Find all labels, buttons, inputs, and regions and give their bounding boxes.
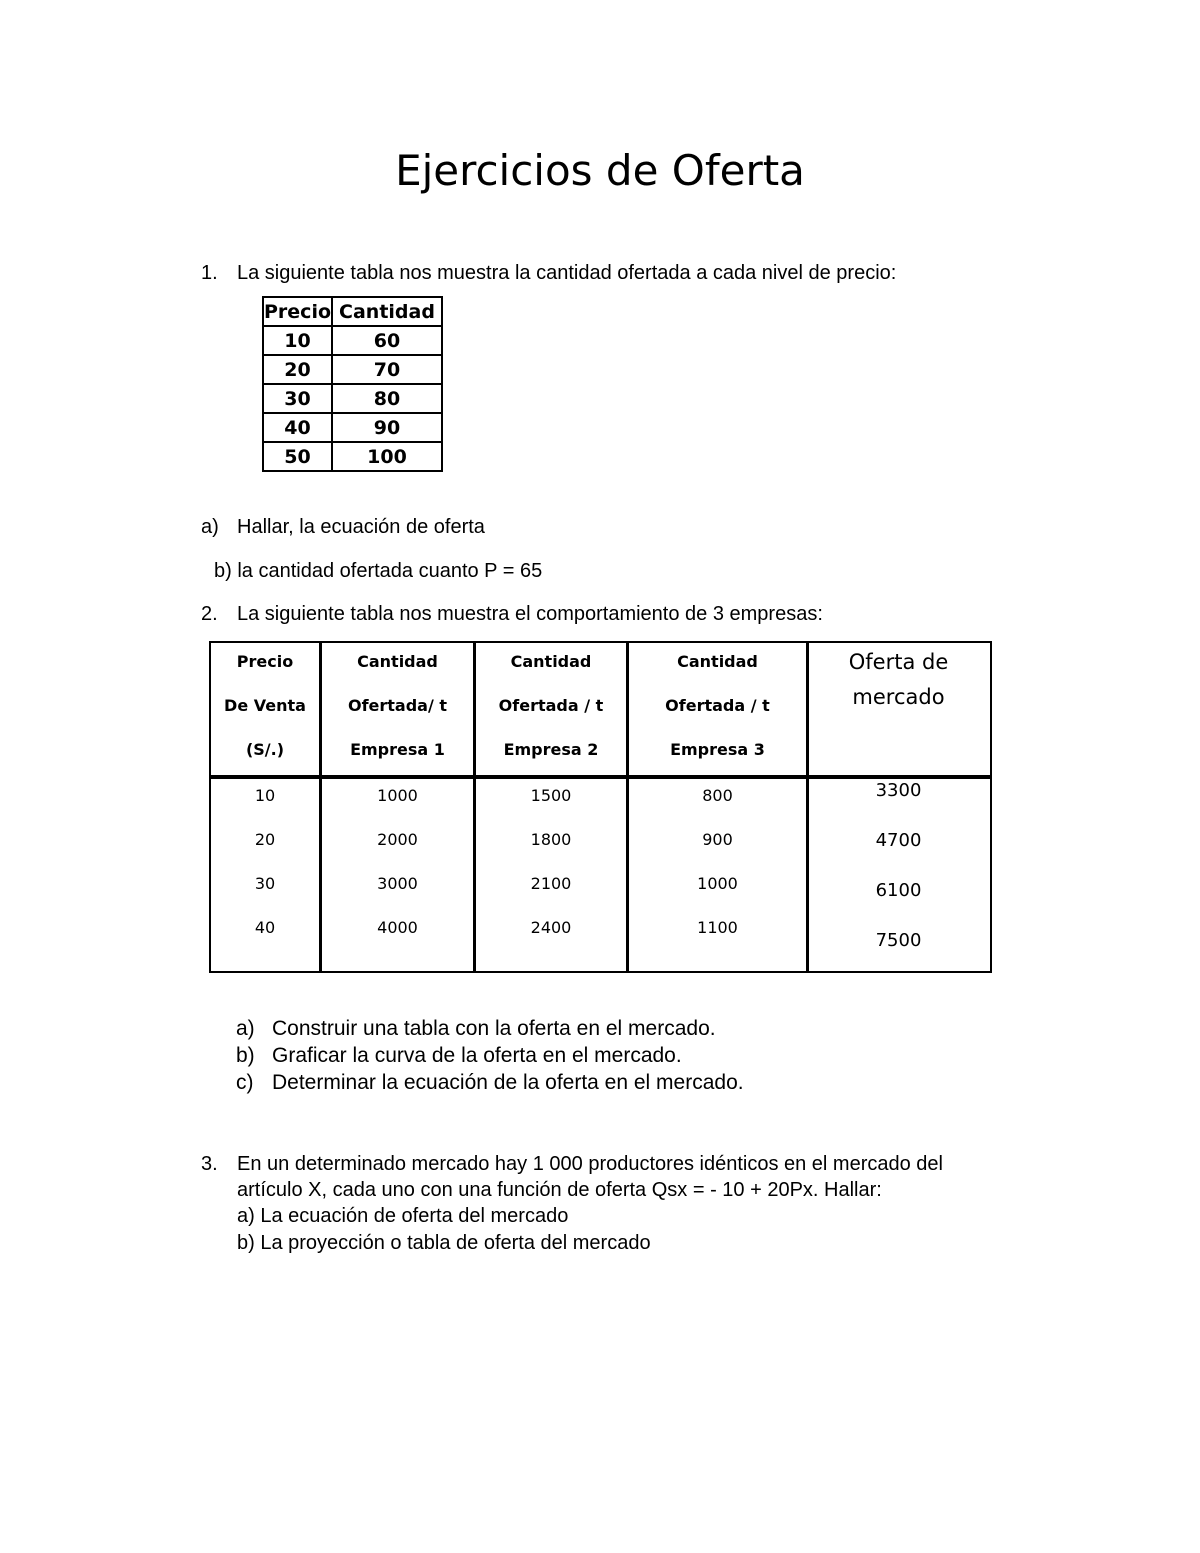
table-cell: 1500	[530, 786, 572, 805]
header-line: Ofertada / t	[498, 696, 604, 715]
header-line: Cantidad	[510, 652, 592, 671]
question-2b-text: Graficar la curva de la oferta en el mercado.	[272, 1044, 682, 1067]
supply-table-header	[263, 297, 442, 326]
question-2a-text: Construir una tabla con la oferta en el mercado.	[272, 1017, 716, 1040]
header-empresa-3	[629, 641, 806, 779]
table-cell: 800	[702, 786, 733, 805]
header-oferta-mercado	[809, 641, 988, 779]
table-cell: 40	[254, 918, 276, 937]
table-cell: 30	[254, 874, 276, 893]
header-line: Cantidad	[357, 652, 438, 671]
question-2-number: 2.	[201, 603, 218, 625]
table-cell: 7500	[875, 930, 922, 951]
question-3-line-3: a) La ecuación de oferta del mercado	[237, 1205, 569, 1227]
header-line: mercado	[852, 685, 945, 709]
table-cell: 70	[332, 355, 442, 384]
table-cell: 3000	[377, 874, 418, 893]
firms-table	[209, 641, 990, 971]
question-3-number: 3.	[201, 1153, 218, 1175]
header-line: Oferta de	[848, 650, 949, 674]
table-row	[263, 326, 442, 355]
table-row	[263, 442, 442, 471]
table-cell: 90	[332, 413, 442, 442]
table-cell: 6100	[875, 880, 922, 901]
table-cell: 10	[254, 786, 276, 805]
table-cell: 30	[263, 384, 332, 413]
header-line: Precio	[236, 652, 294, 671]
header-line: Empresa 1	[350, 740, 445, 759]
column-empresa-1	[322, 779, 473, 955]
header-line: De Venta	[224, 696, 306, 715]
question-1-text: La siguiente tabla nos muestra la cantidad ofertada a cada nivel de precio:	[237, 262, 897, 284]
question-1	[201, 262, 896, 285]
table-cell: 80	[332, 384, 442, 413]
question-2	[201, 603, 823, 626]
table-cell: 2100	[530, 874, 572, 893]
question-2c-label: c)	[236, 1071, 254, 1094]
question-2c-text: Determinar la ecuación de la oferta en el mercado.	[272, 1071, 744, 1094]
table-cell: 2400	[530, 918, 572, 937]
question-2b-label: b)	[236, 1044, 255, 1067]
column-empresa-2	[476, 779, 626, 955]
header-line: Cantidad	[677, 652, 758, 671]
table-cell: 20	[263, 355, 332, 384]
header-line: Ofertada / t	[665, 696, 770, 715]
header-line: Ofertada/ t	[347, 696, 448, 715]
table-cell: 3300	[875, 780, 922, 801]
question-1-number: 1.	[201, 262, 218, 284]
question-1a	[201, 516, 485, 539]
header-empresa-1	[322, 641, 473, 779]
table-cell: 60	[332, 326, 442, 355]
question-2-text: La siguiente tabla nos muestra el comportamiento de 3 empresas:	[237, 603, 823, 625]
header-line: Empresa 2	[503, 740, 599, 759]
header-cantidad: Cantidad	[332, 297, 442, 326]
header-precio: Precio	[263, 297, 332, 326]
question-1b: b) la cantidad ofertada cuanto P = 65	[214, 560, 543, 582]
column-precio	[209, 779, 321, 955]
question-2b	[236, 1044, 682, 1068]
table-row	[263, 355, 442, 384]
table-cell: 40	[263, 413, 332, 442]
table-cell: 20	[254, 830, 276, 849]
header-precio-venta	[209, 641, 321, 779]
question-2a	[236, 1017, 716, 1041]
question-3	[201, 1153, 943, 1176]
question-1a-text: Hallar, la ecuación de oferta	[237, 516, 485, 538]
table-cell: 1000	[697, 874, 738, 893]
table-cell: 1000	[377, 786, 418, 805]
table-cell: 1800	[530, 830, 572, 849]
table-cell: 900	[702, 830, 733, 849]
column-empresa-3	[629, 779, 806, 955]
table-cell: 10	[263, 326, 332, 355]
table-cell: 100	[332, 442, 442, 471]
question-2a-label: a)	[236, 1017, 255, 1040]
question-3-line-2: artículo X, cada uno con una función de oferta Qsx = - 10 + 20Px. Hallar:	[237, 1179, 882, 1201]
header-line: Empresa 3	[670, 740, 765, 759]
question-2c	[236, 1071, 744, 1095]
header-empresa-2	[476, 641, 626, 779]
question-3-line-1: En un determinado mercado hay 1 000 productores idénticos en el mercado del	[237, 1153, 943, 1175]
header-line: (S/.)	[245, 740, 285, 759]
page-title: Ejercicios de Oferta	[395, 146, 805, 195]
table-cell: 4700	[875, 830, 922, 851]
table-row	[263, 384, 442, 413]
question-1a-label: a)	[201, 516, 219, 538]
supply-table	[262, 296, 443, 472]
table-row	[263, 413, 442, 442]
table-cell: 50	[263, 442, 332, 471]
table-cell: 4000	[377, 918, 418, 937]
table-cell: 1100	[697, 918, 738, 937]
question-3-line-4: b) La proyección o tabla de oferta del mercado	[237, 1232, 651, 1254]
table-cell: 2000	[377, 830, 418, 849]
column-oferta-mercado	[809, 777, 988, 977]
